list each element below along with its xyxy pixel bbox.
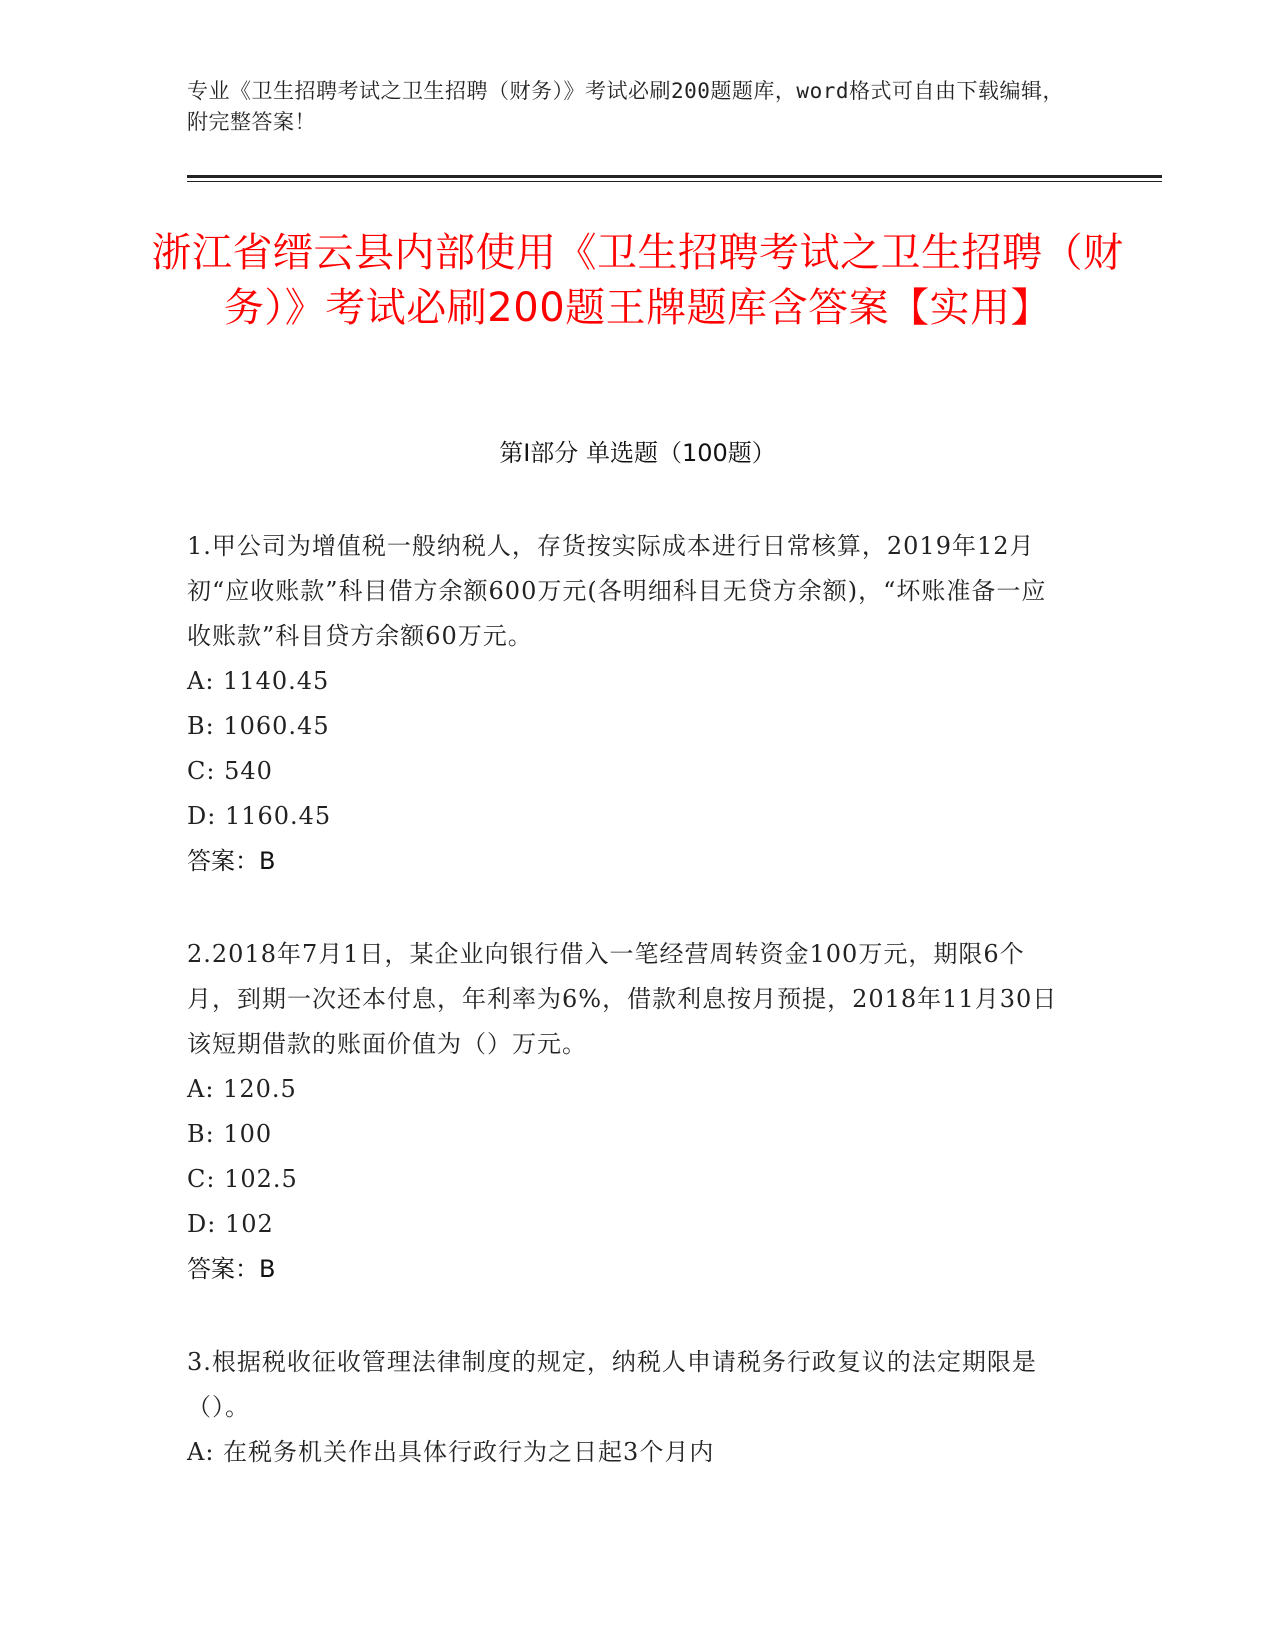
document-title: 浙江省缙云县内部使用《卫生招聘考试之卫生招聘（财务）》考试必刷200题王牌题库含答案【实用】 [151, 230, 1124, 331]
option-b: B: 100 [187, 1120, 273, 1148]
option-c: C: 540 [187, 757, 273, 785]
answer-label: 答案：B [187, 847, 276, 875]
header-rule-thick [187, 175, 1162, 178]
answer-label: 答案：B [187, 1255, 276, 1283]
option-a: A: 在税务机关作出具体行政行为之日起3个月内 [187, 1438, 715, 1466]
section-heading: 第Ⅰ部分 单选题（100题） [499, 439, 776, 467]
option-a: A: 1140.45 [187, 667, 330, 695]
option-c: C: 102.5 [187, 1165, 298, 1193]
question-stem: 3.根据税收征收管理法律制度的规定，纳税人申请税务行政复议的法定期限是（）。 [187, 1348, 1037, 1421]
question-stem: 2.2018年7月1日，某企业向银行借入一笔经营周转资金100万元，期限6个月，到期一次还本付息，年利率为6%，借款利息按月预提，2018年11月30日该短期借款的账面价值为（）万元。 [187, 940, 1058, 1058]
header-note: 专业《卫生招聘考试之卫生招聘（财务）》考试必刷200题题库，word格式可自由下载编辑，附完整答案！ [187, 79, 1064, 134]
option-d: D: 1160.45 [187, 802, 332, 830]
question-2 [187, 932, 1067, 1292]
option-b: B: 1060.45 [187, 712, 330, 740]
header-rule-thin [187, 181, 1162, 182]
question-stem: 1.甲公司为增值税一般纳税人，存货按实际成本进行日常核算，2019年12月初“应收账款”科目借方余额600万元(各明细科目无贷方余额)，“坏账准备一应收账款”科目贷方余额60万元。 [187, 532, 1047, 650]
option-a: A: 120.5 [187, 1075, 297, 1103]
question-1 [187, 524, 1067, 884]
question-3 [187, 1340, 1067, 1475]
option-d: D: 102 [187, 1210, 274, 1238]
